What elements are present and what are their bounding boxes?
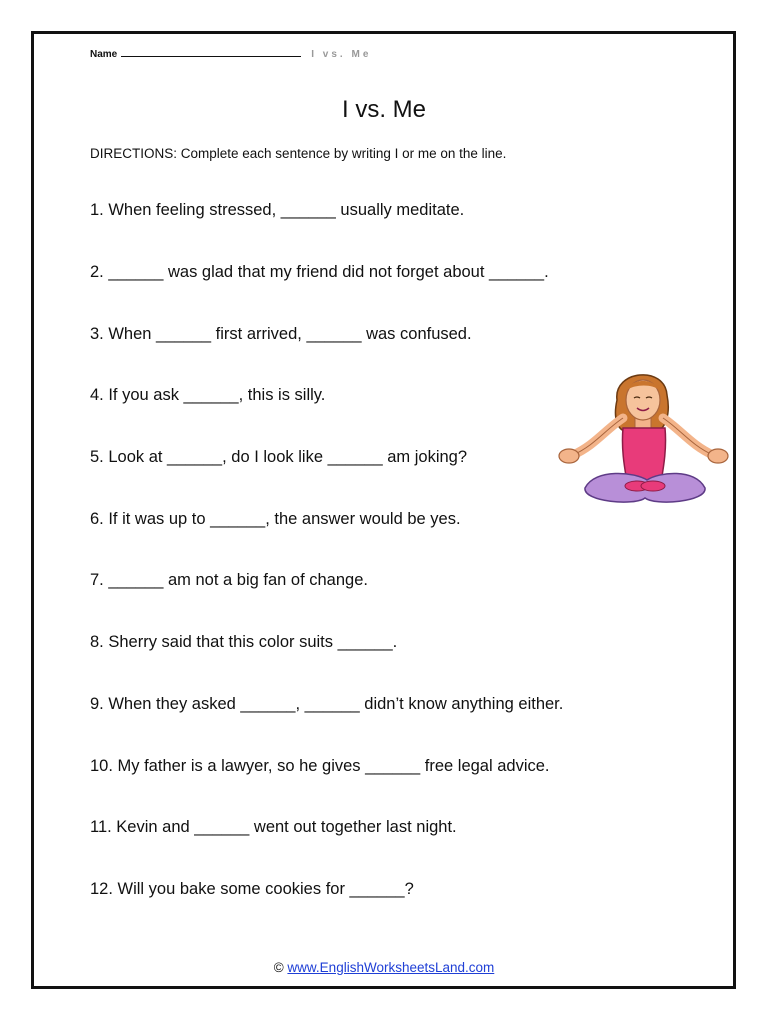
page-title: I vs. Me (341, 96, 426, 123)
name-line (121, 47, 301, 57)
website-link[interactable]: www.EnglishWorksheetsLand.com (287, 960, 495, 975)
question-3: 3. When ______ first arrived, ______ was confused. (90, 325, 472, 343)
question-10: 10. My father is a lawyer, so he gives ______ free legal advice. (90, 757, 550, 775)
question-7: 7. ______ am not a big fan of change. (90, 571, 368, 589)
question-6: 6. If it was up to ______, the answer would be yes. (90, 510, 461, 528)
directions-text: DIRECTIONS: Complete each sentence by writing I or me on the line. (90, 146, 507, 161)
name-label: Name (90, 49, 118, 60)
question-1: 1. When feeling stressed, ______ usually meditate. (90, 201, 465, 219)
question-9: 9. When they asked ______, ______ didn’t know anything either. (90, 695, 564, 713)
header-title-tag: I vs. Me (311, 49, 372, 60)
question-11: 11. Kevin and ______ went out together last night. (90, 818, 457, 836)
meditating-woman-illustration (555, 360, 733, 510)
question-2: 2. ______ was glad that my friend did not forget about ______. (90, 263, 549, 281)
question-12: 12. Will you bake some cookies for ______? (90, 880, 414, 898)
copyright-symbol: © (273, 960, 284, 975)
footer (0, 960, 768, 975)
question-5: 5. Look at ______, do I look like ______ am joking? (90, 448, 468, 466)
name-row (90, 47, 371, 60)
question-4: 4. If you ask ______, this is silly. (90, 386, 326, 404)
question-8: 8. Sherry said that this color suits ______. (90, 633, 398, 651)
